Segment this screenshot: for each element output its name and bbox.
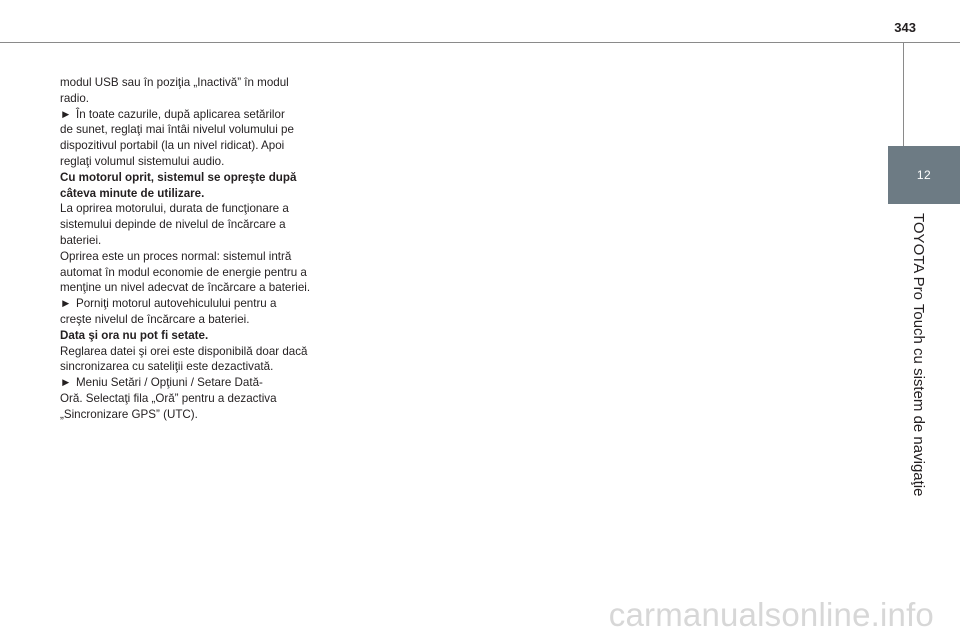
text-line: Oră. Selectaţi fila „Oră” pentru a dezactiva [60,391,277,405]
instruction-text: Porniţi motorul autovehiculului pentru a [76,297,277,311]
section-heading: Cu motorul oprit, sistemul se opreşte după [60,170,297,184]
instruction-text: În toate cazurile, după aplicarea setărilor [76,107,285,121]
arrow-bullet-icon: ► [60,107,72,121]
instruction-text: Meniu Setări / Opţiuni / Setare Dată- [76,376,263,390]
text-line: de sunet, reglaţi mai întâi nivelul volumului pe [60,123,294,137]
text-line: Reglarea datei şi orei este disponibilă doar dacă [60,344,308,358]
text-line: Oprirea este un proces normal: sistemul intră [60,249,292,263]
chapter-number: 12 [916,168,932,182]
text-line: La oprirea motorului, durata de funcţionare a [60,202,289,216]
header-divider [0,42,960,43]
page-number: 343 [894,20,916,35]
text-line: sistemului depinde de nivelul de încărcare a [60,218,286,232]
chapter-tab[interactable] [888,146,960,204]
section-heading: câteva minute de utilizare. [60,186,205,200]
instruction-line [60,107,335,123]
text-line: menţine un nivel adecvat de încărcare a bateriei. [60,281,311,295]
instruction-line [60,375,335,391]
chapter-title: TOYOTA Pro Touch cu sistem de navigaţie [910,213,927,497]
text-line: modul USB sau în poziţia „Inactivă” în modul [60,76,289,89]
body-text-column [60,75,335,423]
text-line: dispozitivul portabil (la un nivel ridicat). Apoi [60,139,285,153]
text-line: reglaţi volumul sistemului audio. [60,154,225,168]
text-line: creşte nivelul de încărcare a bateriei. [60,312,250,326]
arrow-bullet-icon: ► [60,376,72,390]
text-line: bateriei. [60,233,102,247]
section-heading: Data şi ora nu pot fi setate. [60,328,209,342]
side-divider [903,42,904,146]
watermark: carmanualsonline.info [608,596,934,633]
text-line: radio. [60,91,90,105]
text-line: automat în modul economie de energie pentru a [60,265,307,279]
text-line: „Sincronizare GPS” (UTC). [60,407,198,421]
instruction-line [60,296,335,312]
text-line: sincronizarea cu sateliţii este dezactivată. [60,360,274,374]
arrow-bullet-icon: ► [60,297,72,311]
